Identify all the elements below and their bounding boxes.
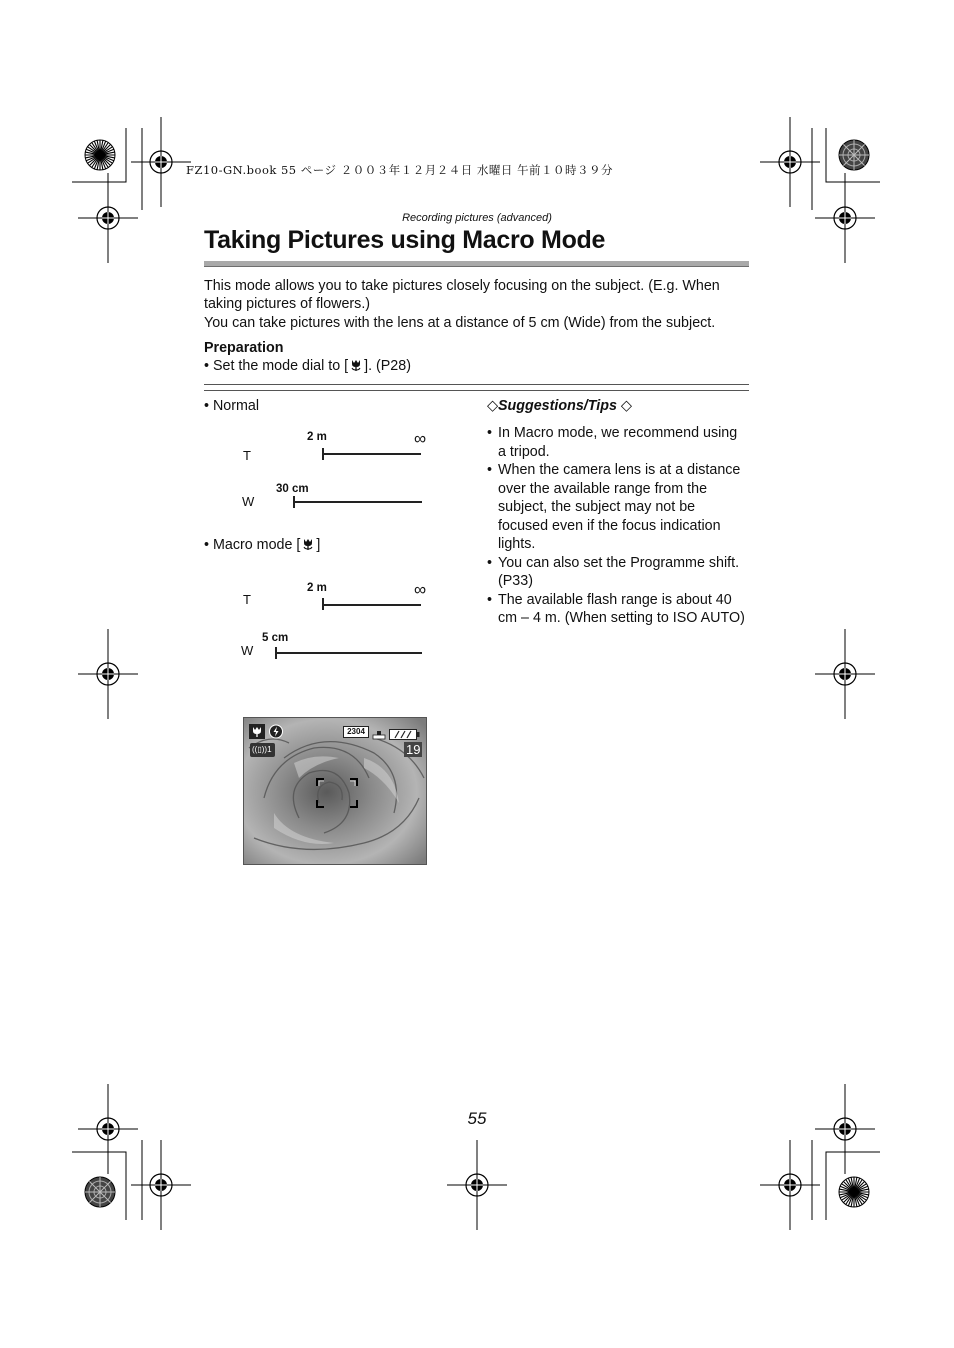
tips-heading-text: Suggestions/Tips bbox=[498, 398, 617, 414]
macro-wide-distance: 5 cm bbox=[262, 632, 289, 644]
macro-tele-label: T bbox=[243, 592, 251, 607]
tips-list bbox=[487, 424, 749, 628]
stabilizer-icon: ((▯))1 bbox=[250, 743, 275, 757]
normal-infinity: ∞ bbox=[414, 429, 427, 448]
tip-item: • You can also set the Programme shift. (P33) bbox=[487, 554, 749, 591]
quality-icon bbox=[372, 727, 386, 737]
intro-text bbox=[204, 277, 754, 332]
stabilizer-mode: 1 bbox=[267, 745, 272, 754]
focus-frame-icon bbox=[316, 778, 358, 808]
page-number: 55 bbox=[467, 1109, 487, 1128]
normal-tele-label: T bbox=[243, 448, 251, 463]
preparation-heading: Preparation bbox=[204, 340, 284, 356]
macro-tulip-icon bbox=[249, 724, 265, 739]
intro-paragraph-2: You can take pictures with the lens at a distance of 5 cm (Wide) from the subject. bbox=[204, 314, 716, 331]
normal-wide-distance: 30 cm bbox=[276, 483, 309, 495]
macro-wide-label: W bbox=[241, 643, 254, 658]
tip-item: • The available flash range is about 40 cm – 4 m. (When setting to ISO AUTO) bbox=[487, 591, 749, 628]
preparation-text-before: • Set the mode dial to [ bbox=[204, 358, 349, 374]
macro-tele-distance: 2 m bbox=[307, 582, 327, 594]
tip-item: • When the camera lens is at a distance over the available range from the subject, the subject may not be focused even if the focus indication lights. bbox=[487, 461, 749, 554]
flash-off-icon bbox=[268, 724, 284, 739]
normal-wide-label: W bbox=[242, 494, 255, 509]
macro-label bbox=[204, 537, 320, 553]
section-rule bbox=[204, 384, 749, 391]
page-title: Taking Pictures using Macro Mode bbox=[204, 226, 606, 254]
macro-wide-range-bar bbox=[275, 652, 422, 654]
intro-paragraph-1: This mode allows you to take pictures closely focusing on the subject. (E.g. When taking pictures of flowers.) bbox=[204, 278, 720, 313]
normal-wide-range-bar bbox=[293, 501, 422, 503]
macro-label-after: ] bbox=[316, 537, 321, 553]
preparation-text-after: ]. (P28) bbox=[364, 358, 411, 374]
camera-lcd-screen bbox=[243, 717, 427, 865]
normal-label: • Normal bbox=[204, 398, 260, 414]
file-header: FZ10-GN.book 55 ページ ２００３年１２月２４日 水曜日 午前１０時３９分 bbox=[186, 163, 614, 177]
tips-heading bbox=[487, 398, 632, 414]
macro-infinity: ∞ bbox=[414, 580, 427, 599]
tips-diamond-right: ◇ bbox=[616, 398, 632, 414]
resolution-badge: 2304 bbox=[343, 726, 369, 738]
normal-tele-distance: 2 m bbox=[307, 431, 327, 443]
macro-tulip-icon bbox=[349, 358, 363, 372]
tip-item: • In Macro mode, we recommend using a tripod. bbox=[487, 424, 749, 461]
title-rule bbox=[204, 261, 749, 267]
preparation-item bbox=[204, 358, 411, 374]
macro-tele-range-bar bbox=[322, 604, 421, 606]
macro-tulip-icon bbox=[301, 537, 315, 551]
shots-remaining: 19 bbox=[406, 742, 421, 757]
tips-diamond-left: ◇ bbox=[487, 398, 498, 414]
macro-label-before: • Macro mode [ bbox=[204, 537, 301, 553]
running-head: Recording pictures (advanced) bbox=[402, 212, 552, 224]
battery-icon bbox=[389, 727, 420, 738]
normal-tele-range-bar bbox=[322, 453, 421, 455]
